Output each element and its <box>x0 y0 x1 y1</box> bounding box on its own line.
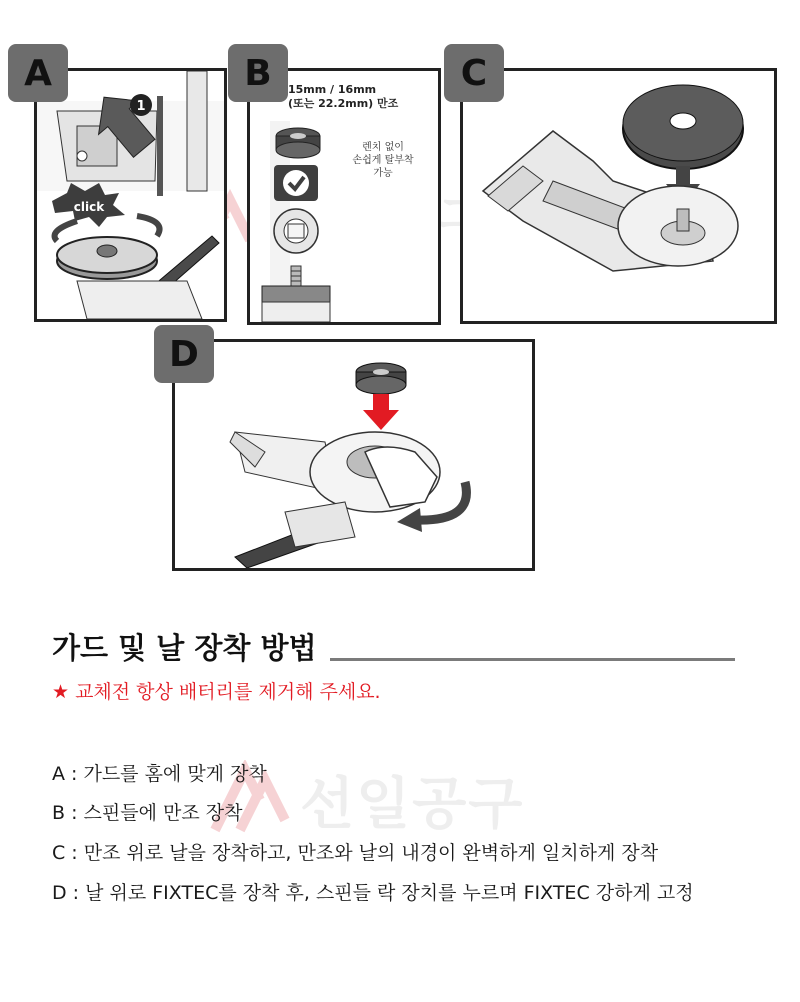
panel-b <box>247 68 441 325</box>
toolless-note-line1: 렌치 없이 <box>362 142 404 153</box>
flange-size-line1: 15mm / 16mm <box>288 83 377 96</box>
checkmark-icon <box>274 165 318 201</box>
toolless-note-line3: 가능 <box>373 168 393 179</box>
panel-c <box>460 68 777 324</box>
down-arrow-icon <box>363 394 399 430</box>
panel-a <box>34 68 227 322</box>
panel-d-illustration <box>175 342 532 568</box>
panel-a-badge: A <box>8 44 68 102</box>
instructions-title: 가드 및 날 장착 방법 <box>52 631 317 665</box>
panel-c-badge: C <box>444 44 504 102</box>
title-underline <box>330 658 735 661</box>
panel-b-illustration <box>250 71 438 322</box>
panel-c-illustration <box>463 71 774 321</box>
panel-d <box>172 339 535 571</box>
step-number-label: 1 <box>136 99 146 114</box>
step-d: D : 날 위로 FIXTEC를 장착 후, 스핀들 락 장치를 누르며 FIXTEC 강하게 고정 <box>52 882 694 904</box>
watermark-text-bottom: 선일공구 <box>300 772 525 837</box>
flange-size-line2: (또는 22.2mm) 만조 <box>288 97 399 110</box>
step-c: C : 만조 위로 날을 장착하고, 만조와 날의 내경이 완벽하게 일치하게 장착 <box>52 842 659 864</box>
panel-d-badge: D <box>154 325 214 383</box>
step-a: A : 가드를 홈에 맞게 장착 <box>52 763 267 785</box>
panel-b-badge: B <box>228 44 288 102</box>
battery-warning: ★ 교체전 항상 배터리를 제거해 주세요. <box>52 681 381 703</box>
toolless-note-line2: 손쉽게 탈부착 <box>352 155 414 166</box>
panel-a-illustration <box>37 71 224 319</box>
step-b: B : 스핀들에 만조 장착 <box>52 802 243 824</box>
click-label: click <box>73 200 105 214</box>
